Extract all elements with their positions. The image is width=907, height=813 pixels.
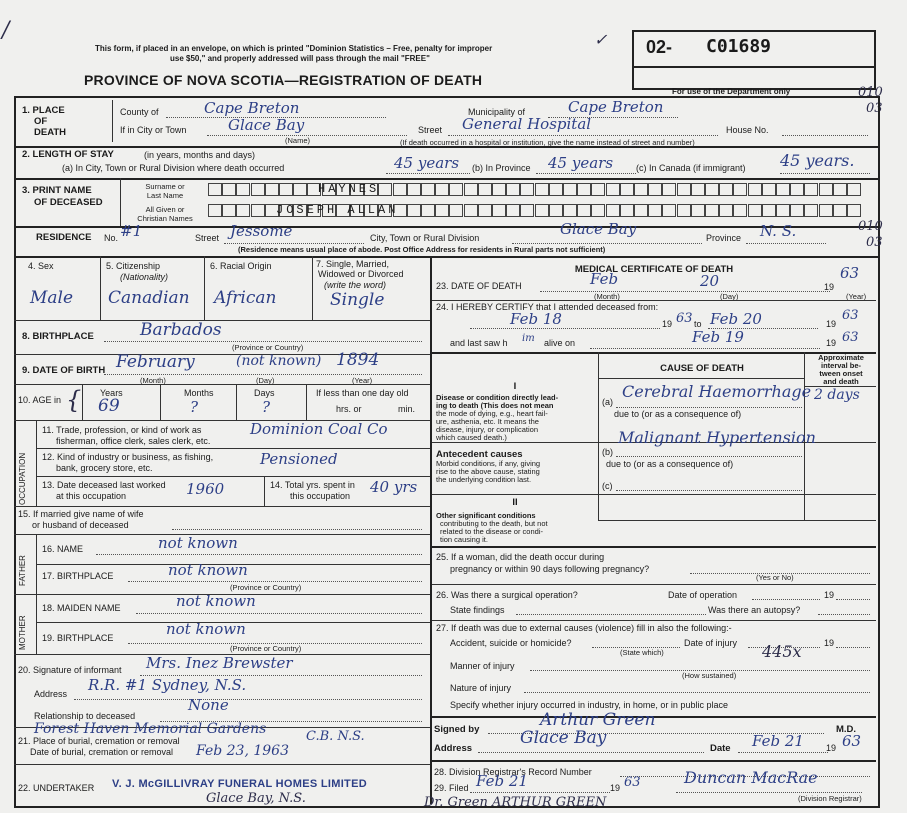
letter-box <box>506 204 520 217</box>
attended-from: Feb 18 <box>510 310 562 328</box>
age-years-value: 69 <box>98 396 120 416</box>
residence-province: N. S. <box>760 222 797 240</box>
cause-a-value: Cerebral Haemorrhage <box>622 382 812 401</box>
informant-signature: Mrs. Inez Brewster <box>146 654 293 672</box>
father-side-label: FATHER <box>18 555 27 586</box>
letter-box <box>833 204 847 217</box>
cause-b-value: Malignant Hypertension <box>618 428 816 447</box>
letter-box <box>208 204 222 217</box>
letter-box <box>520 204 534 217</box>
check-mark: ✓ <box>594 30 608 49</box>
letter-box <box>804 183 818 196</box>
birthplace-value: Barbados <box>140 320 222 340</box>
bottom-note: Dr. Green ARTHUR GREEN <box>424 795 607 810</box>
antecedent-label: Antecedent causes <box>436 449 523 460</box>
q14-value: 40 yrs <box>370 478 418 496</box>
filed-date: Feb 21 <box>476 772 528 790</box>
municipality-value: Cape Breton <box>568 98 664 116</box>
length-of-stay-label: 2. LENGTH OF STAY <box>22 149 114 160</box>
letter-box <box>790 204 804 217</box>
letter-box <box>393 183 407 196</box>
letter-box <box>549 204 563 217</box>
letter-box <box>251 204 265 217</box>
letter-box <box>449 204 463 217</box>
letter-box <box>847 183 861 196</box>
letter-box <box>464 204 478 217</box>
last-saw-pronoun: im <box>522 333 535 344</box>
letter-box <box>677 204 691 217</box>
age-days-value: ? <box>262 398 271 416</box>
undertaker-stamp: V. J. McGILLIVRAY FUNERAL HOMES LIMITED <box>112 778 367 790</box>
burial-place-suffix: C.B. N.S. <box>306 729 365 744</box>
letter-box <box>577 183 591 196</box>
mother-side-label: MOTHER <box>18 615 27 650</box>
letter-box <box>620 204 634 217</box>
residence-street: Jessome <box>230 222 293 240</box>
letter-box <box>520 183 534 196</box>
disease-label: which caused death.) <box>436 433 507 442</box>
occupation-side-label: OCCUPATION <box>18 452 27 505</box>
attended-to-year: 63 <box>842 308 859 323</box>
letter-box <box>478 204 492 217</box>
margin-mark: / <box>2 18 10 43</box>
marital-status-value: Single <box>330 290 385 310</box>
letter-box <box>535 183 549 196</box>
letter-box <box>251 183 265 196</box>
residence-number: #1 <box>120 222 143 240</box>
age-months-value: ? <box>190 398 199 416</box>
death-day: 20 <box>700 272 720 290</box>
letter-box <box>265 183 279 196</box>
mother-birthplace-value: not known <box>166 620 246 638</box>
letter-box <box>833 183 847 196</box>
place-of-death-label: DEATH <box>34 127 67 138</box>
interval-label: and death <box>823 377 859 386</box>
letter-box <box>804 204 818 217</box>
letter-box <box>492 183 506 196</box>
letter-box <box>549 183 563 196</box>
letter-box <box>819 204 833 217</box>
letter-box <box>563 183 577 196</box>
letter-box <box>435 204 449 217</box>
letter-box <box>733 204 747 217</box>
form-title: PROVINCE OF NOVA SCOTIA—REGISTRATION OF DEATH <box>84 72 483 88</box>
citizenship-value: Canadian <box>108 288 190 308</box>
letter-box <box>591 183 605 196</box>
letter-box <box>634 204 648 217</box>
cause-of-death-title: CAUSE OF DEATH <box>660 363 744 374</box>
letter-box <box>279 183 293 196</box>
death-registration-form: This form, if placed in an envelope, on which is printed "Dominion Statistics – Free, penalty for improper use $50," and properly addressed will pass through the mail "FREE" PROVINCE OF NOVA SCOTIA—REGISTRATION OF DEATH 02- C01689 For use of the Department only 010 03 / ✓ 1. PLACE OF DEATH County of Cape Breton Municipality of Cape Breton If in City or Town Glace Bay (Name) Street General Hospital House No. (If death occurred in a hospital or institution, give the name instead of street and number) 2. LENGTH OF STAY (in years, months and days) (a) In City, Town or Rural Division where death occurred 45 years (b) In Province 45 years (c) In Canada (if immigrant) 45 years. 3. PRINT NAME OF DECEASED Surname or Last Name All Given or Christian Names HAYNES JOSEPH ALLAN RESIDENCE No. #1 Street Jessome City, Town or Rural Division Glace Bay Province N. S. 010 03 (Residence means usual place of abode. Post Office Address for residents in Rural parts not sufficient) 4. Sex Male 5. Citizenship (Nationality) Canadian 6. Racial Origin African 7. Single, Married, Widowed or Divorced (write the word) Single 8. BIRTHPLACE Barbados (Province or Country) 9. DATE OF BIRTH February (not known) 1894 (Month) (Day) (Year) 10. AGE in { Years 69 Months ? Days ? If less than one day old hrs. or min. OCCUPATION 11. Trade, profession, or kind of work as fisherman, office clerk, sales clerk, etc. Dominion Coal Co 12. Kind of industry or business, as fishing, bank, grocery store, etc. Pensioned 13. Date deceased last worked at this occupation 1960 14. Total yrs. spent in this occupation 40 yrs 15. If married give name of wife or husband of deceased FATHER 16. NAME not known 17. BIRTHPLACE not known (Province or Country) MOTHER 18. MAIDEN NAME not known 19. BIRTHPLACE not known (Province or Country) 20. Signature of informant Mrs. Inez Brewster Address R.R. #1 Sydney, N.S. Relationship to deceased None 21. Place of burial, cremation or removal Date of burial, cremation or removal Forest Haven Memorial Gardens C.B. N.S. Feb 23, 1963 22. UNDERTAKER V. J. McGILLIVRAY FUNERAL HOMES LIMITED Glace Bay, N.S. MEDICAL CERTIFICATE OF DEATH 23. DATE OF DEATH Feb 20 19 63 (Month) (Day) (Year) 24. I HEREBY CERTIFY that I attended deceased from: Feb 18 19 63 to Feb 20 19 63 and last saw h im alive on Feb 19 19 63 CAUSE OF DEATH Approximate interval be- tween onset and death I Disease or condition directly lead- ing to death (This does not mean the mode of dying, e.g., heart fail- ure, asthenia, etc. It means the disease, injury, or complication which caused death.) (a) Cerebral Haemorrhage 2 days due to (or as a consequence of) Antecedent causes Morbid conditions, if any, giving rise to the above cause, stating the underlying condition last. (b) Malignant Hypertension due to (or as a consequence of) (c) II Other significant conditions contributing to the death, but not related to the disease or condi- tion causing it. 25. If a woman, did the death occur during pregnancy or within 90 days following pregnancy? (Yes or No) 26. Was there a surgical operation? Date of operation 19 State findings Was there an autopsy? 27. If death was due to external causes (violence) fill in also the following:- Accident, suicide or homicide? Date of injury 19 (State which) 445x Manner of injury (How sustained) Nature of injury Specify whether injury occurred in industry, in home, or in public place Signed by Arthur Green M.D. Address Glace Bay Date Feb 21 19 63 28. Division Registrar's Record Number 29. Filed Feb 21 19 63 Duncan MacRae (Division Registrar) Dr. Green ARTHUR GREEN <box>2 18 883 810</box>
residence-city: Glace Bay <box>560 220 637 238</box>
print-name-label: OF DECEASED <box>34 197 103 208</box>
burial-date: Feb 23, 1963 <box>196 743 289 759</box>
letter-box <box>648 183 662 196</box>
letter-box <box>762 183 776 196</box>
letter-box <box>421 204 435 217</box>
specify-label: Specify whether injury occurred in industry, in home, or in public place <box>450 700 728 710</box>
residence-hint: (Residence means usual place of abode. Post Office Address for residents in Rural parts not sufficient) <box>238 245 606 254</box>
dept-code-4: 03 <box>866 235 883 250</box>
letter-box <box>719 183 733 196</box>
letter-box <box>762 204 776 217</box>
sex-value: Male <box>30 288 74 308</box>
mother-maiden-value: not known <box>176 592 256 610</box>
county-value: Cape Breton <box>204 99 300 117</box>
registration-number: C01689 <box>706 36 772 57</box>
informant-relationship: None <box>188 696 229 714</box>
letter-box <box>691 183 705 196</box>
dept-code-2: 03 <box>866 101 883 116</box>
death-year: 63 <box>840 264 860 282</box>
letter-box <box>492 204 506 217</box>
letter-box <box>847 204 861 217</box>
letter-box <box>790 183 804 196</box>
letter-box <box>435 183 449 196</box>
dob-month-value: February <box>116 352 195 372</box>
letter-box <box>407 204 421 217</box>
letter-box <box>691 204 705 217</box>
letter-box <box>449 183 463 196</box>
doctor-address: Glace Bay <box>520 728 607 748</box>
dob-year-value: 1894 <box>336 350 380 370</box>
letter-box <box>634 183 648 196</box>
letter-box <box>236 204 250 217</box>
annotation-value: 445x <box>762 642 802 661</box>
institution-hint: (If death occurred in a hospital or institution, give the name instead of street and number) <box>400 138 695 147</box>
letter-box <box>535 204 549 217</box>
death-month: Feb <box>590 270 619 288</box>
father-name-value: not known <box>158 534 238 552</box>
letter-box <box>378 183 392 196</box>
informant-address: R.R. #1 Sydney, N.S. <box>88 676 247 694</box>
medical-certificate-title: MEDICAL CERTIFICATE OF DEATH <box>574 264 734 275</box>
letter-box <box>776 204 790 217</box>
letter-box <box>705 204 719 217</box>
letter-box <box>662 204 676 217</box>
letter-box <box>606 204 620 217</box>
street-value: General Hospital <box>462 115 592 133</box>
attended-to: Feb 20 <box>710 310 762 328</box>
q11-value: Dominion Coal Co <box>250 420 388 438</box>
letter-box <box>776 183 790 196</box>
department-use-label: For use of the Department only <box>672 87 791 96</box>
residence-label: RESIDENCE <box>36 232 92 243</box>
last-saw-date: Feb 19 <box>692 328 744 346</box>
letter-box <box>591 204 605 217</box>
letter-box <box>733 183 747 196</box>
letter-box <box>606 183 620 196</box>
letter-box <box>236 183 250 196</box>
dept-code-3: 010 <box>858 219 883 234</box>
mail-notice-line2: use $50," and properly addressed will pass through the mail "FREE" <box>170 54 430 63</box>
father-birthplace-value: not known <box>168 561 248 579</box>
letter-box <box>222 204 236 217</box>
letter-box <box>222 183 236 196</box>
burial-place: Forest Haven Memorial Gardens <box>34 721 267 737</box>
stay-city-value: 45 years <box>394 154 460 172</box>
surname-value: HAYNES <box>318 182 380 196</box>
letter-box <box>421 183 435 196</box>
letter-box <box>719 204 733 217</box>
letter-box <box>478 183 492 196</box>
given-names-value: JOSEPH ALLAN <box>276 203 399 217</box>
letter-box <box>563 204 577 217</box>
last-saw-year: 63 <box>842 330 859 345</box>
certificate-year: 63 <box>842 732 862 750</box>
letter-box <box>748 183 762 196</box>
filed-year: 63 <box>624 775 641 790</box>
dob-day-value: (not known) <box>236 353 322 369</box>
stay-province-value: 45 years <box>548 154 614 172</box>
q12-value: Pensioned <box>260 450 338 468</box>
city-value: Glace Bay <box>228 116 305 134</box>
letter-box <box>705 183 719 196</box>
registrar-signature: Duncan MacRae <box>684 768 818 787</box>
doctor-signature: Arthur Green <box>540 710 656 730</box>
attended-from-year: 63 <box>676 311 693 326</box>
racial-origin-value: African <box>214 288 277 308</box>
registration-prefix: 02- <box>646 37 673 57</box>
interval-a-value: 2 days <box>814 387 860 403</box>
letter-box <box>819 183 833 196</box>
letter-box <box>208 183 222 196</box>
given-names-label: Christian Names <box>137 214 193 223</box>
letter-box <box>506 183 520 196</box>
letter-box <box>648 204 662 217</box>
q13-value: 1960 <box>186 480 225 498</box>
letter-box <box>293 183 307 196</box>
undertaker-address: Glace Bay, N.S. <box>206 791 306 806</box>
letter-box <box>662 183 676 196</box>
letter-box <box>464 183 478 196</box>
dept-code-1: 010 <box>858 85 883 100</box>
letter-box <box>620 183 634 196</box>
letter-box <box>577 204 591 217</box>
stay-canada-value: 45 years. <box>780 151 855 170</box>
other-conditions-label: Other significant conditions <box>436 511 536 520</box>
mail-notice-line1: This form, if placed in an envelope, on which is printed "Dominion Statistics – Free, penalty for improper <box>95 44 493 53</box>
letter-box <box>407 183 421 196</box>
surname-grid <box>208 183 864 196</box>
letter-box <box>748 204 762 217</box>
certificate-date: Feb 21 <box>752 732 804 750</box>
letter-box <box>677 183 691 196</box>
